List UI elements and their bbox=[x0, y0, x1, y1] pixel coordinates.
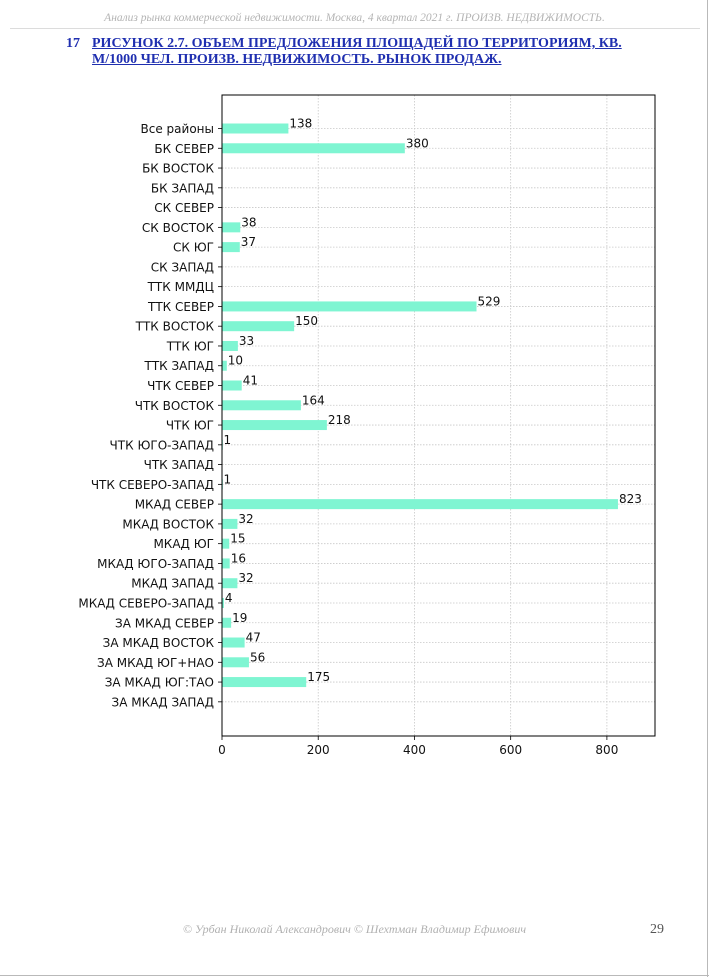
category-label: МКАД ЗАПАД bbox=[131, 576, 214, 591]
data-label: 16 bbox=[230, 551, 246, 566]
data-label: 33 bbox=[238, 333, 255, 348]
figure-title: РИСУНОК 2.7. ОБЪЕМ ПРЕДЛОЖЕНИЯ ПЛОЩАДЕЙ ПО ТЕРРИТОРИЯМ, КВ. М/1000 ЧЕЛ. ПРОИЗВ. НЕДВИЖИМОСТЬ. РЫНОК ПРОДАЖ. bbox=[92, 36, 622, 67]
category-label: ЧТК СЕВЕРО-ЗАПАД bbox=[90, 477, 214, 492]
bar bbox=[222, 499, 618, 509]
bar bbox=[222, 361, 227, 371]
category-label: БК ЗАПАД bbox=[150, 181, 214, 196]
data-label: 32 bbox=[238, 571, 254, 586]
bar bbox=[222, 341, 238, 351]
category-label: МКАД СЕВЕР bbox=[134, 497, 214, 512]
footer-credit: © Урбан Николай Александрович © Шехтман Владимир Ефимович bbox=[182, 922, 527, 936]
data-label: 4 bbox=[224, 590, 233, 605]
category-label: ЗА МКАД ЗАПАД bbox=[111, 695, 214, 710]
category-label: БК СЕВЕР bbox=[154, 141, 214, 156]
data-label: 56 bbox=[249, 650, 266, 665]
bar bbox=[222, 578, 237, 588]
plot-frame bbox=[222, 95, 655, 736]
category-label: ЧТК ЮГО-ЗАПАД bbox=[109, 438, 214, 453]
category-label: ЗА МКАД ВОСТОК bbox=[102, 636, 214, 651]
bar bbox=[222, 677, 306, 687]
category-label: МКАД СЕВЕРО-ЗАПАД bbox=[78, 596, 214, 611]
bar bbox=[222, 222, 240, 232]
category-label: МКАД ВОСТОК bbox=[122, 517, 214, 532]
page-number: 29 bbox=[650, 922, 664, 937]
bar bbox=[222, 618, 231, 628]
bar bbox=[222, 539, 229, 549]
category-label: БК ВОСТОК bbox=[142, 161, 214, 176]
category-label: МКАД ЮГО-ЗАПАД bbox=[97, 556, 214, 571]
data-label: 1 bbox=[223, 432, 232, 447]
category-label: ЧТК ЗАПАД bbox=[143, 458, 214, 473]
data-label: 47 bbox=[245, 630, 261, 645]
category-label: ТТК ЮГ bbox=[166, 339, 214, 354]
data-label: 164 bbox=[301, 393, 325, 408]
bar bbox=[222, 301, 477, 311]
category-label: ТТК СЕВЕР bbox=[147, 299, 214, 314]
x-tick-label: 600 bbox=[499, 743, 523, 757]
bar bbox=[222, 242, 240, 252]
category-label: ЗА МКАД ЮГ:ТАО bbox=[104, 675, 214, 690]
category-label: ТТК ВОСТОК bbox=[135, 319, 214, 334]
category-label: ЧТК СЕВЕР bbox=[147, 379, 214, 394]
category-label: СК СЕВЕР bbox=[154, 201, 214, 216]
data-label: 10 bbox=[227, 353, 244, 368]
data-label: 529 bbox=[477, 294, 501, 309]
bar bbox=[222, 519, 237, 529]
bar bbox=[222, 321, 294, 331]
data-label: 37 bbox=[240, 235, 257, 250]
bar bbox=[222, 381, 242, 391]
category-label: ЗА МКАД ЮГ+НАО bbox=[97, 655, 214, 670]
x-tick-label: 200 bbox=[306, 743, 330, 757]
category-label: Все районы bbox=[140, 122, 214, 136]
category-label: ЗА МКАД СЕВЕР bbox=[115, 616, 214, 631]
running-header: Анализ рынка коммерческой недвижимости. Москва, 4 квартал 2021 г. ПРОИЗВ. НЕДВИЖИМОСТЬ. bbox=[104, 12, 605, 24]
data-label: 38 bbox=[241, 215, 257, 230]
bar bbox=[222, 420, 327, 430]
category-label: ЧТК ЮГ bbox=[165, 418, 214, 433]
data-label: 15 bbox=[230, 531, 246, 546]
data-label: 19 bbox=[232, 610, 248, 625]
figure-number: 17 bbox=[66, 36, 80, 51]
data-label: 32 bbox=[238, 511, 254, 526]
category-label: МКАД ЮГ bbox=[153, 537, 214, 552]
category-label: СК ВОСТОК bbox=[141, 220, 214, 235]
category-label: ЧТК ВОСТОК bbox=[134, 398, 214, 413]
bar bbox=[222, 124, 288, 134]
data-label: 380 bbox=[405, 136, 429, 151]
category-label: СК ЗАПАД bbox=[150, 260, 214, 275]
bar bbox=[222, 143, 405, 153]
category-label: СК ЮГ bbox=[173, 240, 214, 255]
data-label: 1 bbox=[223, 472, 232, 487]
x-tick-label: 0 bbox=[218, 743, 226, 757]
category-label: ТТК ЗАПАД bbox=[144, 359, 214, 374]
data-label: 138 bbox=[289, 116, 313, 131]
x-tick-label: 800 bbox=[595, 743, 619, 757]
x-tick-label: 400 bbox=[402, 743, 426, 757]
data-label: 175 bbox=[307, 670, 331, 685]
data-label: 41 bbox=[242, 373, 259, 388]
bar bbox=[222, 657, 249, 667]
category-label: ТТК ММДЦ bbox=[147, 280, 214, 295]
data-label: 150 bbox=[295, 314, 319, 329]
data-label: 823 bbox=[618, 492, 642, 507]
bar bbox=[222, 400, 301, 410]
bar bbox=[222, 558, 230, 568]
data-label: 218 bbox=[327, 413, 351, 428]
bar bbox=[222, 638, 245, 648]
